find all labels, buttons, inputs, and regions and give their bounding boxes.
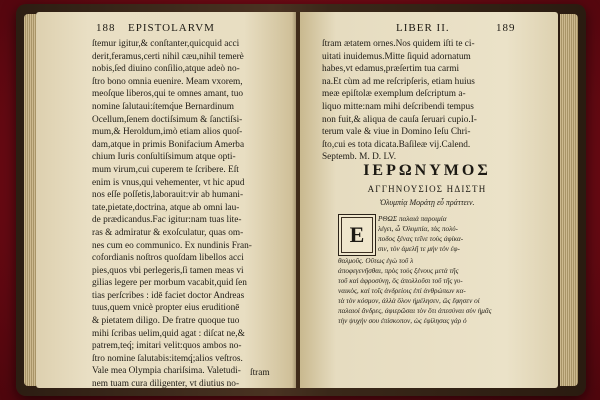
text-line: patrem,teq́; imitari velit:quos ambos no- [92, 341, 242, 352]
page-edges-left [24, 14, 36, 386]
text-line: nem tuam cura diligenter, vt diutius no- [92, 379, 240, 388]
text-line: uitati inuidemus.Mitte ſiquid adornatum [322, 51, 471, 62]
initial-letter: Ε [349, 222, 365, 247]
text-line: non fuit,& aliqua de cauſa ſeruari cupio.I- [322, 114, 477, 125]
greek-dedication: Ὀλυμπίᾳ Μοράτῃ εὖ πράττειν. [379, 198, 475, 207]
catchword: ſtram [250, 368, 270, 378]
greek-line: ναικὸς, καὶ τοῖς ἀνδρείοις ἐπὶ ἀνθρώπων κα- [338, 287, 466, 295]
greek-line: παλαιοὶ ἄνδρες, ἀφιερῶσαι τὸν ὅτι ἀπεσύναι σὺν ἡμᾶς [338, 307, 492, 315]
greek-heading: ΙΕΡΩΝΥΜΟΣ [363, 162, 491, 179]
greek-line: σιν, τὸν ἀμελῆ τε μὴν τὸν ἐφ- [378, 245, 460, 253]
page-edges-right [560, 14, 578, 386]
text-line: nes cum eo communico. Ex nundinis Fran- [92, 240, 252, 251]
greek-line: τοῦ καὶ ἀφροσύνῃ, ὅς ἀπολλοῦσι τοῦ τῆς γυ- [338, 277, 463, 285]
text-line: tuus,quem vnicè propter eius eruditionē [92, 303, 240, 314]
text-line: tate,pietate,doctrina, atque ab omni lau- [92, 202, 240, 213]
text-line: nobis,ſed diuino conſilio,atque adeò no- [92, 64, 240, 75]
text-line: Vale mea Olympia chariſsima. Valetudi- [92, 366, 241, 377]
text-line: & pietatem diligo. De fratre quoque tuo [92, 316, 240, 327]
greek-line: τὰ τὸν κόσμον, ἀλλὰ ὅλον ἠμέλησεν, ὥς ἔφησεν οἱ [338, 297, 480, 305]
right-page-number: 189 [496, 22, 516, 34]
text-line: ſtemur igitur,& conſtanter,quicquid acci [92, 39, 240, 49]
text-line: na.Et cùm ad me reſcripſeris, etiam huius [322, 76, 475, 87]
text-line: mum,& Heroldum,imò etiam alios quoſ- [92, 127, 243, 138]
text-line: mihi ſcribas uelim,quid agat : diſcat ne,& [92, 328, 245, 339]
greek-line: ἀποφεγενῆσθαι, πρὸς τοὺς ξένους μετὰ τῆς [338, 267, 459, 275]
greek-line: τὴν ψυχὴν σου ἐπίσκοπον, ὡς ἐφίλησας γάρ ὁ [338, 317, 467, 325]
text-line: ſtram ætatem ornes.Nos quidem iſti te ci- [322, 39, 475, 49]
text-line: gilias legere per morbum vacabit,quid ſen [92, 278, 247, 289]
greek-body-beside-initial [378, 214, 528, 254]
text-line: derit,feramus,certi nihil cæu,nihil temerè [92, 51, 244, 62]
text-line: terum vale & viue in Domino Ieſu Chri- [322, 127, 471, 138]
text-line: pies,quos vbi perlegeris,ſi tamen meas vi [92, 265, 244, 276]
text-line: meoſque liberos,qui te omnes amant, tuo [92, 89, 244, 100]
open-book [16, 4, 586, 396]
text-line: nomine ſalutaui:ítemq́ue Bernardinum [92, 101, 234, 112]
text-line: mum virum,cui cuperem te ſcribere. Eſt [92, 164, 239, 175]
text-line: cofordianis noſtros quoſdam libellos acci [92, 253, 244, 264]
text-line: tias perſcribes : idē faciet doctor Andreas [92, 290, 245, 301]
greek-subheading: ΑΓΓΗΝΟΥΣΙΟΣ ΗΔΙΣΤΗ [367, 184, 487, 194]
greek-line: λέγει, ὦ Ὀλυμπία, τὰς πολύ- [378, 225, 458, 233]
text-line: liquo mitte:nam mihi deſcribendi tempus [322, 101, 474, 112]
text-line: ſtro bono omnia euenire. Meam vxorem, [92, 76, 243, 87]
text-line: ras & admiratur & exoſculatur, quas om- [92, 227, 244, 238]
text-line: chium Iuris conſultiſsimum atque opti- [92, 152, 236, 163]
right-page [300, 12, 558, 388]
right-running-title: LIBER II. [396, 22, 450, 34]
greek-body-below [338, 256, 528, 326]
right-text-block [322, 38, 522, 164]
greek-line: ποδος ξένας τεῖνε τοὺς ἀφίκα- [378, 235, 464, 243]
text-line: habes,vt edamus,præſertim tua carmi [322, 64, 460, 75]
text-line: dam,atque in primis Bonifacium Amerba [92, 139, 245, 150]
text-line: nos eſſe poſſetis,laborauit:vir ab humani- [92, 190, 244, 201]
text-line: ſto,cui es tota dicata.Baſileæ vij.Calend. [322, 139, 471, 150]
greek-line: ΡΘΩΣ παλαιὰ παροιμία [378, 215, 447, 223]
left-page-number: 188 [96, 22, 116, 34]
left-page [36, 12, 296, 388]
left-running-title: EPISTOLARVM [128, 22, 215, 34]
left-text-block [92, 38, 288, 388]
greek-line: θαλμοῦς. Οὕτως ἐγὼ τοῦ λ [338, 257, 414, 265]
text-line: meæ epiſtolæ exemplum deſcriptum a- [322, 89, 466, 100]
decorated-initial [338, 214, 376, 256]
text-line: Ocellum,ſenem doctiſsimum & ſanctiſsi- [92, 114, 243, 125]
text-line: Septemb. M. D. LV. [322, 152, 397, 163]
text-line: ſtro nomine ſalutabis:itemq́;alios veſtros. [92, 353, 243, 364]
initial-frame [341, 217, 373, 253]
text-line: de prædicandus.Fac igitur:nam tuas lite- [92, 215, 242, 226]
text-line: enim is vnus,qui vehementer, vt hic apud [92, 177, 245, 188]
